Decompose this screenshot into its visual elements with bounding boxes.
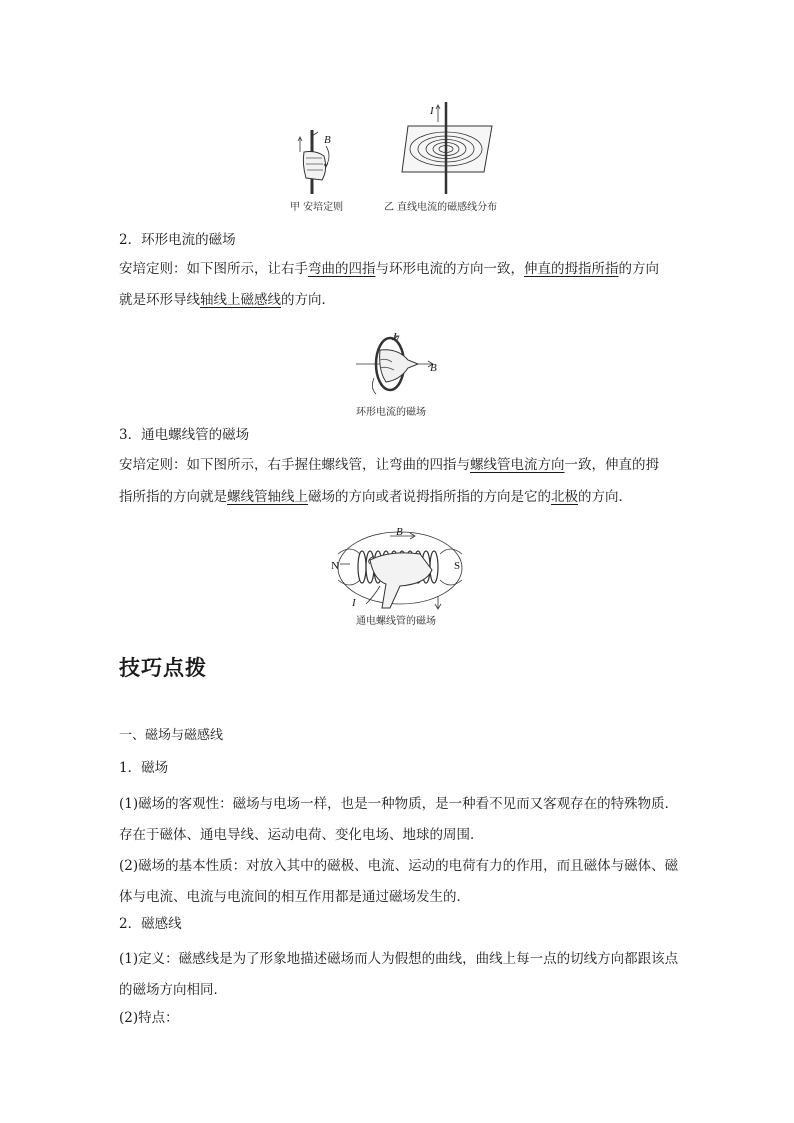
section-heading: 技巧点拨 [119, 656, 207, 680]
caption-ampere-rule: 甲 安培定则 [290, 202, 344, 213]
part1-paragraph-2: (2)磁场的基本性质：对放入其中的磁极、电流、运动的电荷有力的作用，而且磁体与磁体、磁体与电流、电流与电流间的相互作用都是通过磁场发生的． [119, 858, 679, 905]
label-B-solenoid: B [396, 526, 403, 538]
part1-paragraph-1: (1)磁场的客观性：磁场与电场一样，也是一种物质，是一种看不见而又客观存在的特殊物质．存在于磁体、通电导线、运动电荷、变化电场、地球的周围． [119, 796, 679, 843]
section3-title: 3．通电螺线管的磁场 [119, 427, 250, 443]
part1-paragraph-3: (1)定义：磁感线是为了形象地描述磁场而人为假想的曲线，曲线上每一点的切线方向都跟该点的磁场方向相同． [119, 951, 679, 998]
section2-title: 2．环形电流的磁场 [119, 232, 236, 248]
label-I-solenoid: I [352, 597, 356, 609]
part1-sub1: 1．磁场 [119, 760, 169, 776]
caption-straight-current: 乙 直线电流的磁感线分布 [384, 202, 498, 213]
part1-sub2: 2．磁感线 [119, 916, 182, 932]
label-B-fig1: B [324, 134, 331, 146]
label-B-ring: B [430, 362, 437, 374]
label-N-solenoid: N [331, 560, 339, 572]
part1-paragraph-4: (2)特点： [119, 1010, 179, 1026]
section2-line1: 安培定则：如下图所示，让右手弯曲的四指与环形电流的方向一致，伸直的拇指所指的方向 [119, 261, 659, 277]
label-S-solenoid: S [454, 560, 461, 572]
part1-title: 一、磁场与磁感线 [119, 728, 224, 743]
label-I-ring: I [393, 331, 397, 343]
section3-line1: 安培定则：如下图所示，右手握住螺线管，让弯曲的四指与螺线管电流方向一致，伸直的拇 [119, 457, 659, 473]
caption-ring-current: 环形电流的磁场 [356, 407, 426, 418]
label-I-fig2: I [430, 105, 434, 117]
section3-line2: 指所指的方向就是螺线管轴线上磁场的方向或者说拇指所指的方向是它的北极的方向． [119, 489, 632, 505]
caption-solenoid: 通电螺线管的磁场 [356, 616, 436, 627]
straight-current-field-figure [400, 100, 500, 196]
ampere-rule-hand-figure [292, 128, 352, 196]
section2-line2: 就是环形导线轴线上磁感线的方向． [119, 292, 335, 308]
